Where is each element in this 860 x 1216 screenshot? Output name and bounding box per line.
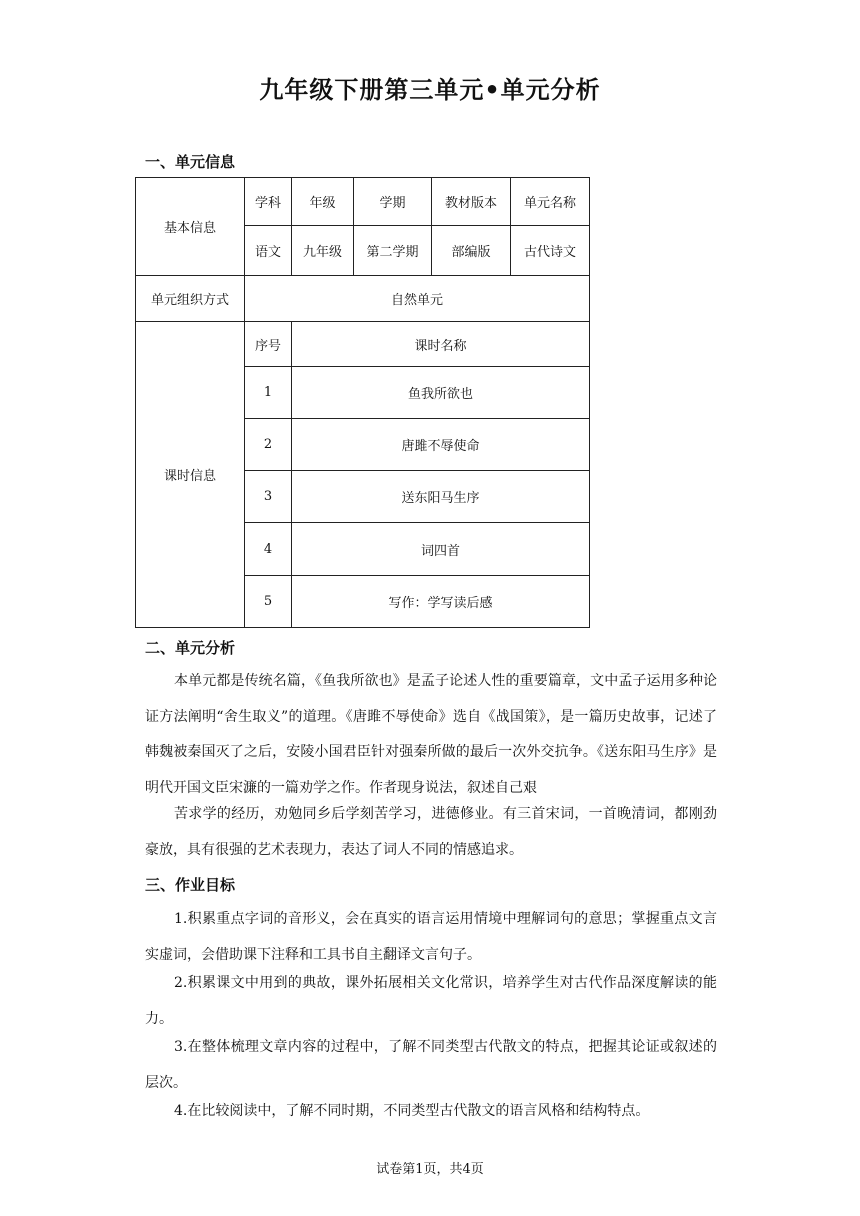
value-cell-edition: 部编版 [432,226,511,276]
analysis-paragraph: 本单元都是传统名篇，《鱼我所欲也》是孟子论述人性的重要篇章，文中孟子运用多种论证方法阐明“舍生取义”的道理。《唐雎不辱使命》选自《战国策》，是一篇历史故事，记述了韩魏被秦国灭了之后，安陵小国君臣针对强秦所做的最后一次外交抗争。《送东阳马生序》是明代开国文臣宋濂的一篇劝学之作。作者现身说法，叙述自己艰 [145,673,717,796]
header-cell-unit-name: 单元名称 [511,178,590,226]
lesson-no: 2 [245,419,292,471]
org-value: 自然单元 [245,276,590,322]
section-heading-goals: 三、作业目标 [145,876,236,894]
value-cell-grade: 九年级 [292,226,354,276]
lesson-name: 唐雎不辱使命 [292,419,590,471]
unit-info-table [135,177,590,628]
lesson-col-name: 课时名称 [292,322,590,367]
value-cell-unit-name: 古代诗文 [511,226,590,276]
page-footer: 试卷第1页，共4页 [376,1162,484,1177]
table-row [136,322,590,367]
section-heading-unit-analysis: 二、单元分析 [145,639,236,657]
lesson-name: 送东阳马生序 [292,471,590,523]
section-heading-unit-info: 一、单元信息 [145,153,236,171]
value-cell-term: 第二学期 [354,226,432,276]
header-cell-term: 学期 [354,178,432,226]
lesson-no: 1 [245,367,292,419]
org-label: 单元组织方式 [136,276,245,322]
page-title: 九年级下册第三单元•单元分析 [259,76,601,104]
lesson-name: 写作：学写读后感 [292,576,590,628]
lesson-no: 5 [245,576,292,628]
lesson-no: 4 [245,523,292,576]
goal-item: 4.在比较阅读中，了解不同时期，不同类型古代散文的语言风格和结构特点。 [174,1103,650,1119]
lesson-name: 词四首 [292,523,590,576]
lesson-col-no: 序号 [245,322,292,367]
analysis-paragraph: 苦求学的经历，劝勉同乡后学刻苦学习，进德修业。有三首宋词，一首晚清词，都刚劲豪放，具有很强的艺术表现力，表达了词人不同的情感追求。 [145,806,717,858]
goal-item: 3.在整体梳理文章内容的过程中，了解不同类型古代散文的特点，把握其论证或叙述的层次。 [145,1039,717,1091]
lesson-name: 鱼我所欲也 [292,367,590,419]
header-cell-edition: 教材版本 [432,178,511,226]
value-cell-subject: 语文 [245,226,292,276]
lesson-info-label: 课时信息 [136,322,245,628]
goal-item: 2.积累课文中用到的典故，课外拓展相关文化常识，培养学生对古代作品深度解读的能力。 [145,975,717,1027]
table-row [136,276,590,322]
table-row [136,178,590,226]
basic-info-label: 基本信息 [136,178,245,276]
header-cell-subject: 学科 [245,178,292,226]
header-cell-grade: 年级 [292,178,354,226]
lesson-no: 3 [245,471,292,523]
goal-item: 1.积累重点字词的音形义，会在真实的语言运用情境中理解词句的意思；掌握重点文言实虚词，会借助课下注释和工具书自主翻译文言句子。 [145,911,717,963]
